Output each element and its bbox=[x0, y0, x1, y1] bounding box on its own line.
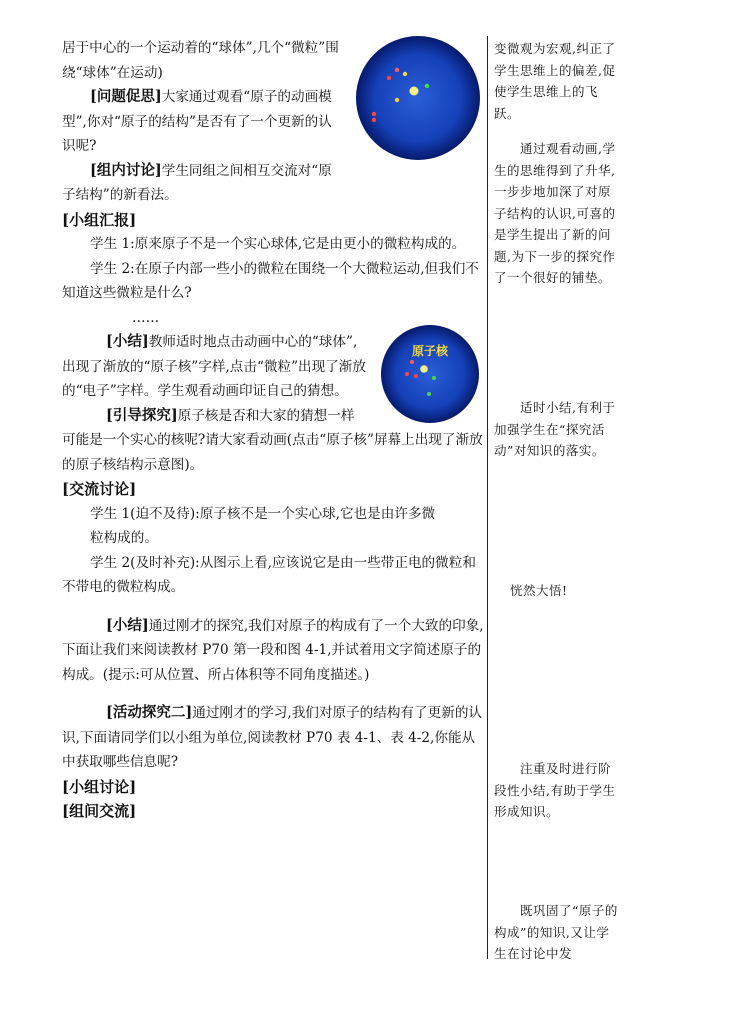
particle-dot bbox=[425, 84, 429, 88]
side-note bbox=[494, 38, 622, 124]
student-answer: 学生 2:在原子内部一些小的微粒在围绕一个大微粒运动,但我们不知道这些微粒是什么? bbox=[62, 260, 479, 301]
particle-dot bbox=[395, 68, 399, 72]
side-note bbox=[494, 900, 622, 965]
particle-dot bbox=[405, 372, 409, 376]
student-answer: 粒构成的。 bbox=[90, 530, 158, 546]
paragraph-text: 通过刚才的学习,我们对原子的结构有了更新的认识,下面请同学们以小组为单位,阅读教材 P70 表 4-1、表 4-2,你能从中获取哪些信息呢? bbox=[62, 705, 483, 770]
section-heading: [组间交流] bbox=[62, 802, 137, 820]
particle-dot bbox=[410, 360, 414, 364]
atom-sphere[interactable] bbox=[356, 36, 480, 160]
particle-dot bbox=[395, 98, 399, 102]
particle-dot bbox=[427, 392, 431, 396]
section-heading: [交流讨论] bbox=[62, 480, 137, 498]
side-note-text: 注重及时进行阶段性小结,有助于学生形成知识。 bbox=[494, 761, 616, 819]
paragraph bbox=[62, 614, 486, 688]
side-note-text: 适时小结,有利于加强学生在“探究活动”对知识的落实。 bbox=[494, 400, 616, 458]
column-divider bbox=[487, 36, 488, 959]
student-answer: 学生 1(迫不及待):原子核不是一个实心球,它也是由许多微 bbox=[90, 505, 436, 522]
side-note-text: 通过观看动画,学生的思维得到了升华,一步步地加深了对原子结构的认识,可喜的是学生提出了新的问题,为下一步的探究作了一个很好的铺垫。 bbox=[494, 141, 616, 285]
spacer bbox=[62, 600, 486, 614]
paragraph-text: 大家通过观看“原子的动画模型”,你对“原子的结构”是否有了一个更新的认识呢? bbox=[62, 89, 332, 154]
lesson-main-column bbox=[62, 36, 486, 824]
student-answer: 学生 2(及时补充):从图示上看,应该说它是由一些带正电的微粒和不带电的微粒构成。 bbox=[62, 554, 476, 595]
paragraph-text: 教师适时地点击动画中心的“球体”,出现了渐放的“原子核”字样,点击“微粒”出现了渐放的“电子”字样。学生观看动画印证自己的猜想。 bbox=[62, 334, 366, 399]
paragraph: 居于中心的一个运动着的“球体”,几个“微粒”围绕“球体”在运动) bbox=[62, 40, 339, 81]
paragraph bbox=[62, 701, 486, 775]
section-tag: [小结] bbox=[106, 616, 149, 634]
section-tag: [活动探究二] bbox=[106, 704, 193, 721]
particle-dot bbox=[432, 376, 436, 380]
side-note-text: 既巩固了“原子的构成”的知识,又让学生在讨论中发 bbox=[494, 903, 618, 961]
side-note bbox=[494, 397, 622, 462]
section-tag: [小结] bbox=[106, 333, 149, 350]
section-heading: [小组汇报] bbox=[62, 210, 137, 229]
section-tag: [问题促思] bbox=[90, 88, 162, 105]
particle-dot bbox=[387, 76, 391, 80]
nucleus-dot[interactable] bbox=[410, 87, 419, 96]
particle-dot bbox=[414, 374, 418, 378]
nucleus-dot[interactable] bbox=[420, 365, 428, 373]
side-note bbox=[494, 758, 622, 823]
ellipsis: …… bbox=[132, 309, 160, 326]
section-heading: [小组讨论] bbox=[62, 777, 137, 796]
spacer bbox=[62, 687, 486, 701]
side-note bbox=[494, 138, 622, 289]
section-tag: [组内讨论] bbox=[90, 161, 162, 179]
nucleus-animation-figure bbox=[374, 324, 486, 424]
paragraph-text: 原子核是否和大家的猜想一样可能是一个实心的核呢?请大家看动画(点击“原子核”屏幕上出现了渐放的原子核结构示意图)。 bbox=[62, 407, 483, 473]
side-note-text: 恍然大悟! bbox=[510, 583, 568, 598]
side-note-text: 变微观为宏观,纠正了学生思维上的偏差,促使学生思维上的飞跃。 bbox=[494, 41, 616, 121]
section-tag: [引导探究] bbox=[106, 406, 178, 424]
side-note bbox=[494, 580, 622, 602]
atom-sphere[interactable] bbox=[381, 325, 479, 423]
particle-dot bbox=[403, 72, 407, 76]
particle-dot bbox=[372, 118, 376, 122]
student-answer: 学生 1:原来原子不是一个实心球体,它是由更小的微粒构成的。 bbox=[90, 236, 466, 252]
nucleus-label: 原子核 bbox=[411, 344, 449, 358]
paragraph-text: 通过刚才的探究,我们对原子的构成有了一个大致的印象,下面让我们来阅读教材 P70 第一段和图 4-1,并试着用文字简述原子的构成。(提示:可从位置、所占体积等不同角度描述。) bbox=[62, 617, 484, 683]
particle-dot bbox=[372, 112, 376, 116]
atom-animation-figure bbox=[350, 34, 486, 162]
paragraph-text: 学生同组之间相互交流对“原子结构”的新看法。 bbox=[62, 162, 332, 203]
paragraph bbox=[62, 159, 486, 208]
